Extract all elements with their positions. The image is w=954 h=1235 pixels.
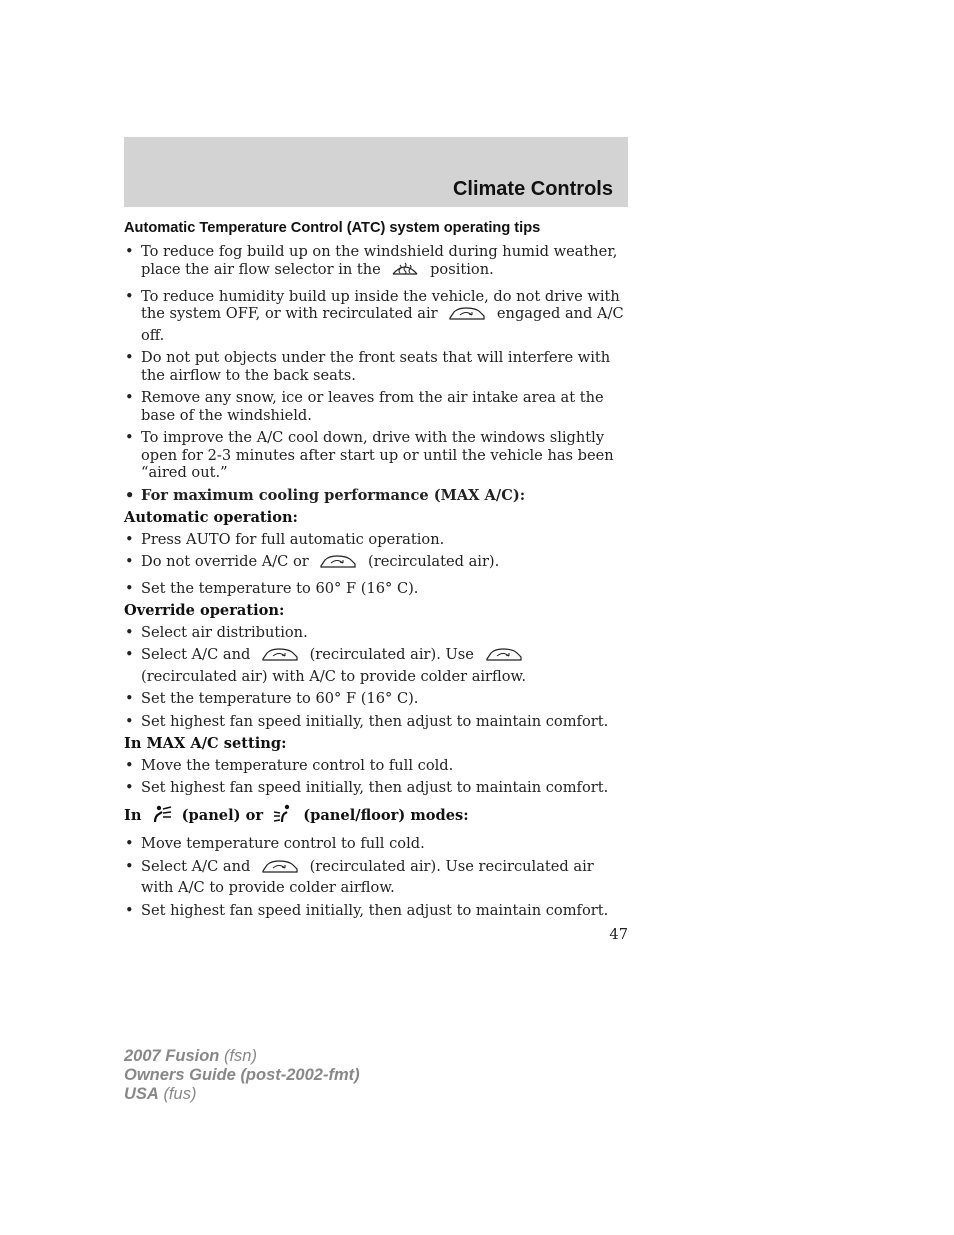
page-content	[124, 220, 628, 924]
list-item: • Set the temperature to 60° F (16° C).	[124, 690, 628, 708]
list-item: • Do not override A/C or (recirculated air).	[124, 553, 628, 575]
footer-line: 2007 Fusion (fsn)	[124, 1047, 257, 1065]
list-item: • To improve the A/C cool down, drive with the windows slightly open for 2-3 minutes after start up or until the vehicle has been “aired out.”	[124, 429, 628, 482]
recirculated-air-icon	[448, 306, 486, 327]
defrost-icon	[391, 260, 419, 283]
list-item: • Do not put objects under the front seats that will interfere with the airflow to the back seats.	[124, 349, 628, 384]
max-ac-heading: In MAX A/C setting:	[124, 735, 287, 752]
panel-floor-vent-icon	[272, 804, 294, 829]
footer-line: Owners Guide (post-2002-fmt)	[124, 1066, 360, 1084]
page-number: 47	[609, 926, 628, 943]
panel-modes-list	[124, 835, 628, 919]
list-item: • For maximum cooling performance (MAX A/C):	[124, 487, 628, 505]
panel-vent-icon	[151, 804, 173, 829]
tips-list	[124, 243, 628, 505]
list-item: • Set highest fan speed initially, then adjust to maintain comfort.	[124, 713, 628, 731]
list-item: • Move the temperature control to full cold.	[124, 757, 628, 775]
list-item: • Select A/C and (recirculated air). Use (recirculated air) with A/C to provide colder airflow.	[124, 646, 628, 685]
override-list	[124, 624, 628, 731]
list-item: • Remove any snow, ice or leaves from the air intake area at the base of the windshield.	[124, 389, 628, 424]
section-heading: Automatic Temperature Control (ATC) system operating tips	[124, 220, 541, 236]
panel-modes-heading: In (panel) or (panel/floor) modes:	[124, 804, 628, 829]
list-item: • Set the temperature to 60° F (16° C).	[124, 580, 628, 598]
recirculated-air-icon	[261, 859, 299, 880]
recirculated-air-icon	[261, 647, 299, 668]
automatic-heading: Automatic operation:	[124, 509, 298, 526]
list-item: • Select air distribution.	[124, 624, 628, 642]
recirculated-air-icon	[319, 554, 357, 575]
list-item: • Set highest fan speed initially, then adjust to maintain comfort.	[124, 902, 628, 920]
footer-line: USA (fus)	[124, 1085, 197, 1103]
list-item: • To reduce fog build up on the windshield during humid weather, place the air flow selector in the position.	[124, 243, 628, 283]
automatic-list	[124, 531, 628, 598]
override-heading: Override operation:	[124, 602, 285, 619]
section-banner	[124, 137, 628, 207]
list-item: • Set highest fan speed initially, then adjust to maintain comfort.	[124, 779, 628, 797]
page-title: Climate Controls	[452, 178, 613, 200]
list-item: • To reduce humidity build up inside the vehicle, do not drive with the system OFF, or with recirculated air engaged and A/C off.	[124, 288, 628, 345]
document-footer	[124, 1047, 360, 1104]
list-item: • Select A/C and (recirculated air). Use recirculated air with A/C to provide colder airflow.	[124, 858, 628, 897]
max-ac-list	[124, 757, 628, 797]
list-item: • Move temperature control to full cold.	[124, 835, 628, 853]
list-item: • Press AUTO for full automatic operation.	[124, 531, 628, 549]
recirculated-air-icon	[485, 647, 523, 668]
